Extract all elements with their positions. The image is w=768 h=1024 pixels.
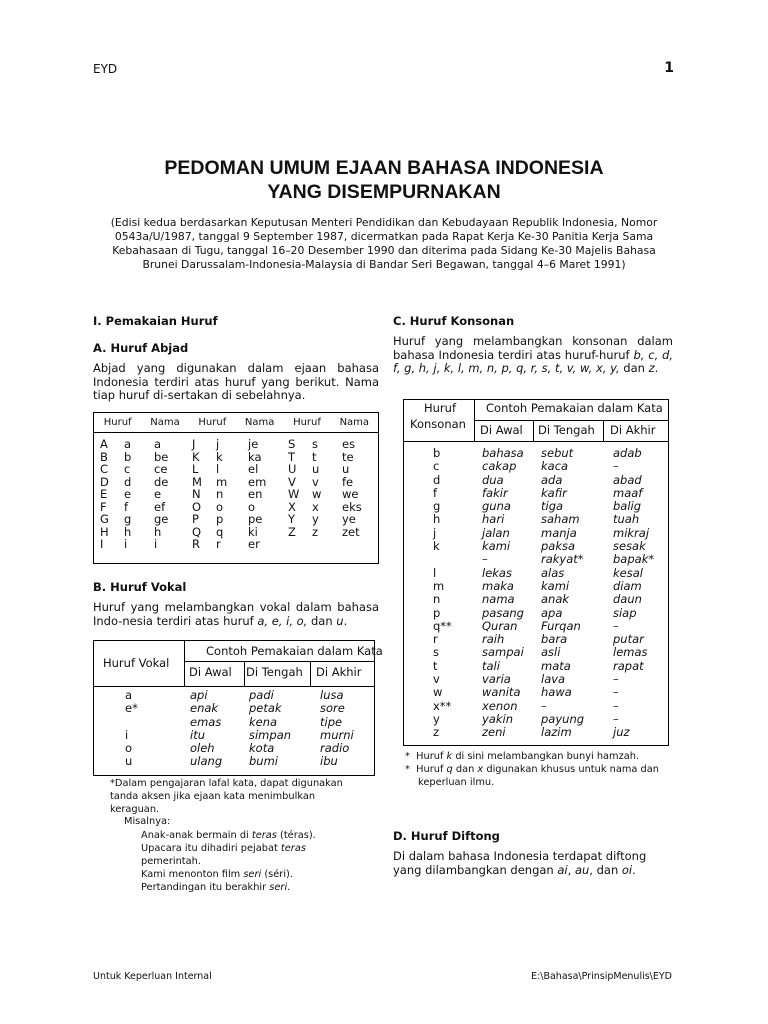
vokal-para-mid: dan (307, 613, 337, 628)
konsonan-col-group: Contoh Pemakaian dalam Kata (486, 401, 663, 415)
konsonan-awal-words: bahasa cakap dua fakir guna hari jalan kami – lekas maka nama pasang Quran raih sampai tali varia wanita xenon yakin zeni (482, 446, 524, 740)
abjad-name-col-1: a be ce de e ef ge h i (154, 437, 169, 551)
konsonan-col-awal: Di Awal (480, 423, 523, 437)
konsonan-note-1: * Huruf k di sini melambangkan bunyi hamzah. (405, 751, 640, 762)
abjad-lower-col-2: j k l m n o p q r (216, 437, 228, 551)
konsonan-para-letters: b, c, d, f, g, h, j, k, l, m, n, p, q, r, s, t, v, w, x, y, (393, 347, 674, 375)
abjad-header-huruf-2: Huruf (198, 417, 227, 428)
konsonan-para-mid: dan (623, 361, 645, 375)
vokal-col-akhir: Di Akhir (316, 665, 362, 679)
konsonan-akhir-words: adab – abad maaf balig tuah mikraj sesak bapak* kesal diam daun siap – putar lemas rapat – – – – juz (613, 446, 655, 740)
vokal-paragraph (93, 601, 379, 628)
footer-left: Untuk Keperluan Internal (93, 971, 212, 982)
vokal-para-last: u (336, 613, 344, 628)
abjad-table (93, 412, 379, 564)
abjad-paragraph: Abjad yang digunakan dalam ejaan bahasa Indonesia terdiri atas huruf yang berikut. Nama tiap huruf di-sertakan di sebelahnya. (93, 361, 379, 402)
vokal-para-end: . (343, 613, 348, 628)
abjad-header-huruf-3: Huruf (293, 417, 321, 428)
example-2: Upacara itu dihadiri pejabat teras (141, 843, 306, 854)
heading-huruf-vokal: B. Huruf Vokal (93, 580, 187, 594)
page-number: 1 (664, 60, 674, 76)
abjad-upper-col-3: S T U V W X Y Z (288, 437, 300, 539)
vokal-col-huruf: Huruf Vokal (103, 656, 170, 670)
konsonan-letters: b c d f g h j k l m n p q** r s t v w x** y z (433, 446, 452, 740)
abjad-header-huruf-1: Huruf (103, 417, 132, 428)
vokal-col-tengah: Di Tengah (246, 665, 303, 679)
konsonan-col-huruf2: Konsonan (410, 417, 466, 431)
document-title-line2: YANG DISEMPURNAKAN (267, 181, 501, 203)
example-1: Anak-anak bermain di teras (téras). (141, 830, 316, 841)
konsonan-col-tengah: Di Tengah (538, 423, 595, 437)
vokal-para-text: Huruf yang melambangkan vokal dalam bahasa Indo-nesia terdiri atas huruf (93, 600, 379, 628)
konsonan-col-huruf1: Huruf (424, 401, 457, 415)
konsonan-col-akhir: Di Akhir (610, 423, 656, 437)
section-heading-pemakaian: I. Pemakaian Huruf (93, 314, 218, 328)
vokal-examples (141, 829, 361, 894)
document-title-line1: PEDOMAN UMUM EJAAN BAHASA INDONESIA (164, 157, 604, 179)
vokal-col-group: Contoh Pemakaian dalam Kata (206, 644, 383, 658)
vokal-para-letters: a, e, i, o, (257, 613, 308, 628)
konsonan-para-last: z (648, 361, 655, 375)
konsonan-notes (405, 750, 669, 789)
abjad-upper-col-2: J K L M N O P Q R (192, 437, 202, 551)
vokal-tengah-words: padi petak kena simpan kota bumi (249, 688, 292, 769)
vokal-col-awal: Di Awal (189, 665, 232, 679)
vokal-footnote: *Dalam pengajaran lafal kata, dapat digunakan tanda aksen jika ejaan kata menimbulkan keraguan. (110, 778, 343, 815)
heading-huruf-diftong: D. Huruf Diftong (393, 829, 500, 843)
heading-huruf-abjad: A. Huruf Abjad (93, 341, 189, 355)
abjad-header-nama-3: Nama (339, 417, 370, 428)
abjad-lower-col-1: a b c d e f g h i (124, 437, 132, 551)
abjad-header-nama-1: Nama (150, 417, 180, 428)
konsonan-para-text: Huruf yang melambangkan konsonan dalam bahasa Indonesia terdiri atas huruf-huruf (393, 334, 673, 362)
document-subtitle: (Edisi kedua berdasarkan Keputusan Menteri Pendidikan dan Kebudayaan Republik Indonesia, Nomor 0543a/U/1987, tanggal 9 September 1987, dicermatkan pada Rapat Kerja Ke-30 Panitia Kerja Sama Kebahasaan di Tugu, tanggal 16–20 Desember 1990 dan diterima pada Sidang Ke-30 Majelis Bahasa Brunei Darussalam-Indonesia-Malaysia di Bandar Seri Begawan, tanggal 4–6 Maret 1991) (110, 216, 658, 271)
example-4: Kami menonton film seri (séri). (141, 869, 293, 880)
diftong-paragraph: Di dalam bahasa Indonesia terdapat diftong yang dilambangkan dengan ai, au, dan oi. (393, 849, 647, 877)
abjad-name-col-3: es te u fe we eks ye zet (342, 437, 362, 539)
header-label: EYD (93, 62, 118, 76)
example-3: pemerintah. (141, 856, 201, 867)
heading-huruf-konsonan: C. Huruf Konsonan (393, 314, 515, 328)
vokal-akhir-words: lusa sore tipe murni radio ibu (320, 688, 354, 769)
footer-right: E:\Bahasa\PrinsipMenulis\EYD (531, 971, 672, 982)
example-5: Pertandingan itu berakhir seri. (141, 882, 291, 893)
abjad-lower-col-3: s t u v w x y z (312, 437, 322, 539)
konsonan-tengah-words: sebut kaca ada kafir tiga saham manja paksa rakyat* alas kami anak apa Furqan bara asli mata lava hawa – payung lazim (541, 446, 585, 740)
abjad-table-header (94, 413, 378, 433)
vokal-letters: a e* i o u (125, 688, 138, 769)
konsonan-paragraph: Huruf yang melambangkan konsonan dalam bahasa Indonesia terdiri atas huruf-huruf b, c, d, f, g, h, j, k, l, m, n, p, q, r, s, t, v, w, x, y, dan z. (393, 334, 674, 375)
abjad-name-col-2: je ka el em en o pe ki er (248, 437, 267, 551)
abjad-upper-col-1: A B C D E F G H I (100, 437, 109, 551)
vokal-awal-words: api enak emas itu oleh ulang (190, 688, 223, 769)
konsonan-note-2: * Huruf q dan x digunakan khusus untuk nama dan keperluan ilmu. (405, 764, 659, 788)
abjad-header-nama-2: Nama (244, 417, 275, 428)
misalnya-label: Misalnya: (124, 816, 171, 827)
